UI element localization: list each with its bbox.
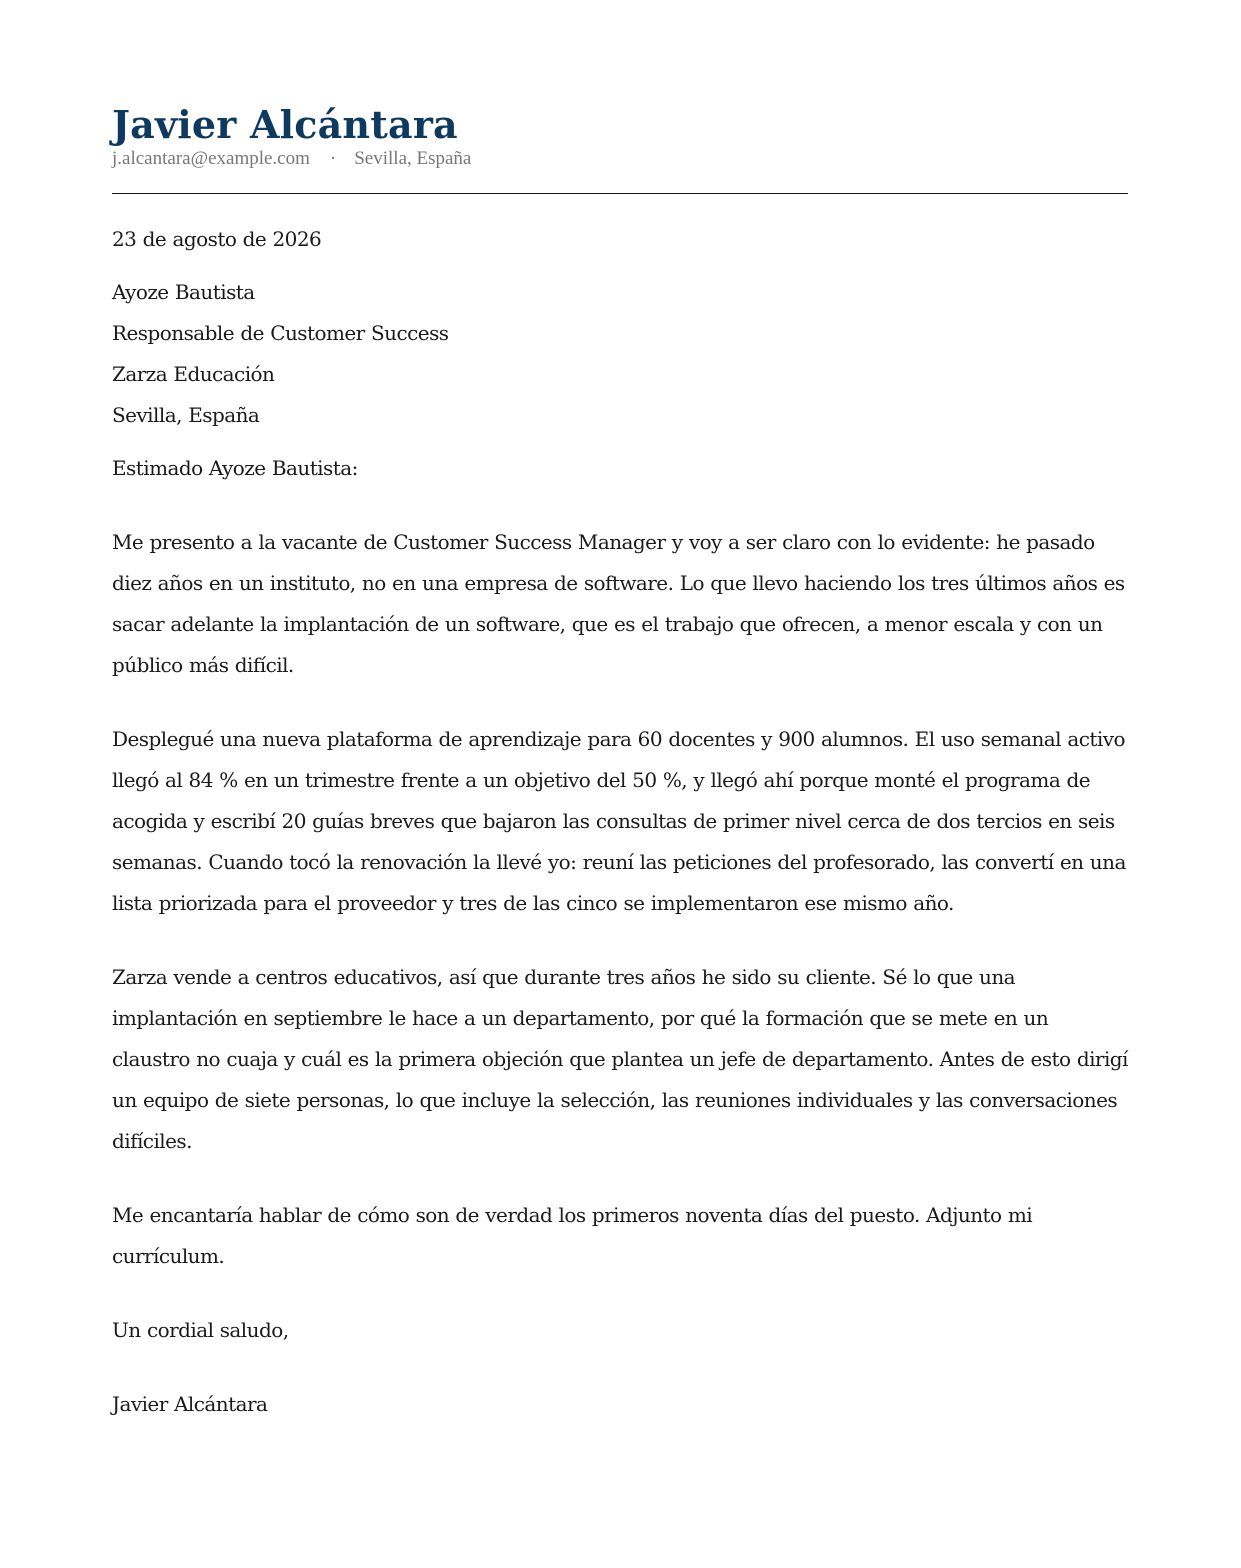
cover-letter (112, 100, 1128, 1425)
contact-line (112, 148, 1128, 170)
recipient-block (112, 272, 1128, 436)
closing: Un cordial saludo, (112, 1318, 289, 1342)
header-divider (112, 193, 1128, 194)
recipient-title: Responsable de Customer Success (112, 321, 449, 345)
sender-location: Sevilla, España (354, 148, 472, 169)
body-paragraph: Desplegué una nueva plataforma de aprendizaje para 60 docentes y 900 alumnos. El uso semanal activo llegó al 84 % en un trimestre frente a un objetivo del 50 %, y llegó ahí porque monté el programa de acogida y escribí 20 guías breves que bajaron las consultas de primer nivel cerca de dos tercios en seis semanas. Cuando tocó la renovación la llevé yo: reuní las peticiones del profesorado, las convertí en una lista priorizada para el proveedor y tres de las cinco se implementaron ese mismo año. (112, 727, 1126, 915)
letter-date: 23 de agosto de 2026 (112, 227, 322, 251)
signature: Javier Alcántara (112, 1392, 268, 1416)
recipient-city: Sevilla, España (112, 403, 260, 427)
recipient-name: Ayoze Bautista (112, 280, 255, 304)
recipient-company: Zarza Educación (112, 362, 275, 386)
sender-name: Javier Alcántara (112, 102, 458, 147)
body-paragraph: Me presento a la vacante de Customer Success Manager y voy a ser claro con lo evidente: he pasado diez años en un instituto, no en una empresa de software. Lo que llevo haciendo los tres últimos años es sacar adelante la implantación de un software, que es el trabajo que ofrecen, a menor escala y con un público más difícil. (112, 530, 1125, 677)
letter-header (112, 100, 1128, 194)
contact-separator: · (329, 148, 337, 169)
sender-email: j.alcantara@example.com (112, 148, 310, 169)
body-paragraph: Me encantaría hablar de cómo son de verdad los primeros noventa días del puesto. Adjunto mi currículum. (112, 1203, 1033, 1268)
greeting: Estimado Ayoze Bautista: (112, 456, 358, 480)
body-paragraph: Zarza vende a centros educativos, así que durante tres años he sido su cliente. Sé lo que una implantación en septiembre le hace a un departamento, por qué la formación que se mete en un claustro no cuaja y cuál es la primera objeción que plantea un jefe de departamento. Antes de esto dirigí un equipo de siete personas, lo que incluye la selección, las reuniones individuales y las conversaciones difíciles. (112, 965, 1128, 1153)
